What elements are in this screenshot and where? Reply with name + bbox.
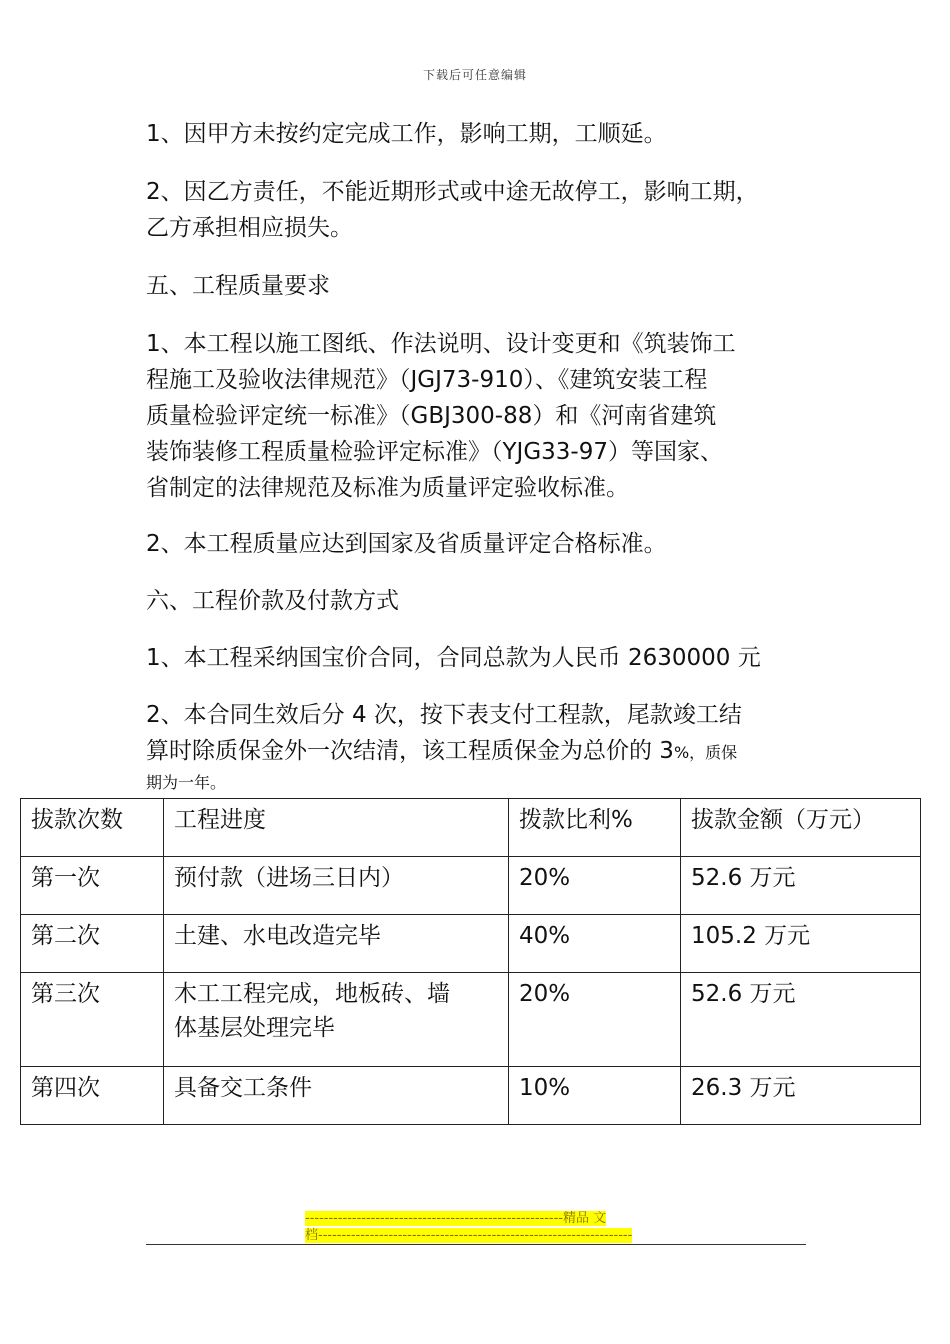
quality-clause-1-line-2: 程施工及验收法律规范》（JGJ73-910）、《建筑安装工程 [146, 367, 708, 393]
price-clause-2-line-2 [146, 733, 816, 771]
installment-cell: 第一次 [21, 857, 164, 915]
percent-cell: 10% [509, 1067, 681, 1125]
price-clause-2-line-2-main: 算时除质保金外一次结清，该工程质保金为总价的 3 [146, 738, 674, 764]
progress-line-2: 体基层处理完毕 [174, 1015, 335, 1041]
price-clause-2-line-3: 期为一年。 [146, 773, 227, 792]
footer-divider [146, 1244, 806, 1245]
price-clause-1: 1、本工程采纳国宝价合同，合同总款为人民币 2630000 元 [146, 645, 761, 671]
footer-watermark-line-1: -------------------------------------------------------精品 文 [305, 1211, 607, 1226]
amount-cell: 105.2 万元 [681, 915, 921, 973]
progress-line-1: 木工工程完成，地板砖、墙 [174, 981, 450, 1007]
table-row [21, 857, 921, 915]
installment-cell: 第三次 [21, 973, 164, 1067]
header-cell: 拔款次数 [21, 799, 164, 857]
progress-cell: 具备交工条件 [164, 1067, 509, 1125]
table-header-row [21, 799, 921, 857]
header-cell: 拨款比利% [509, 799, 681, 857]
section-6-heading: 六、工程价款及付款方式 [146, 588, 399, 614]
payment-schedule-table [20, 798, 921, 1125]
quality-clause-1-line-3: 质量检验评定统一标准》（GBJ300-88）和《河南省建筑 [146, 403, 717, 429]
footer-watermark [305, 1210, 645, 1244]
table-row [21, 915, 921, 973]
amount-cell: 52.6 万元 [681, 857, 921, 915]
installment-cell: 第四次 [21, 1067, 164, 1125]
percent-cell: 20% [509, 857, 681, 915]
header-note: 下载后可任意编辑 [422, 68, 527, 82]
percent-cell: 20% [509, 973, 681, 1067]
progress-cell: 土建、水电改造完毕 [164, 915, 509, 973]
price-clause-2-line-2-tail: %，质保 [673, 743, 738, 762]
table-row [21, 1067, 921, 1125]
clause-1: 1、因甲方未按约定完成工作，影响工期，工顺延。 [146, 121, 667, 147]
quality-clause-1-line-1: 1、本工程以施工图纸、作法说明、设计变更和《筑装饰工 [146, 331, 736, 357]
clause-2-line-1: 2、因乙方责任，不能近期形式或中途无故停工，影响工期， [146, 179, 759, 205]
section-5-heading: 五、工程质量要求 [146, 273, 330, 299]
table-row [21, 973, 921, 1067]
clause-2-line-2: 乙方承担相应损失。 [146, 215, 353, 241]
amount-cell: 26.3 万元 [681, 1067, 921, 1125]
installment-cell: 第二次 [21, 915, 164, 973]
amount-cell: 52.6 万元 [681, 973, 921, 1067]
quality-clause-2: 2、本工程质量应达到国家及省质量评定合格标准。 [146, 531, 667, 557]
percent-cell: 40% [509, 915, 681, 973]
quality-clause-1-line-5: 省制定的法律规范及标准为质量评定验收标准。 [146, 475, 629, 501]
header-cell: 拔款金额（万元） [681, 799, 921, 857]
progress-cell [164, 973, 509, 1067]
header-cell: 工程进度 [164, 799, 509, 857]
footer-watermark-line-2: 档------------------------------------------------------------------- [305, 1228, 633, 1243]
price-clause-2-line-1: 2、本合同生效后分 4 次，按下表支付工程款，尾款竣工结 [146, 702, 742, 728]
quality-clause-1-line-4: 装饰装修工程质量检验评定标准》（YJG33-97）等国家、 [146, 439, 723, 465]
progress-cell: 预付款（进场三日内） [164, 857, 509, 915]
